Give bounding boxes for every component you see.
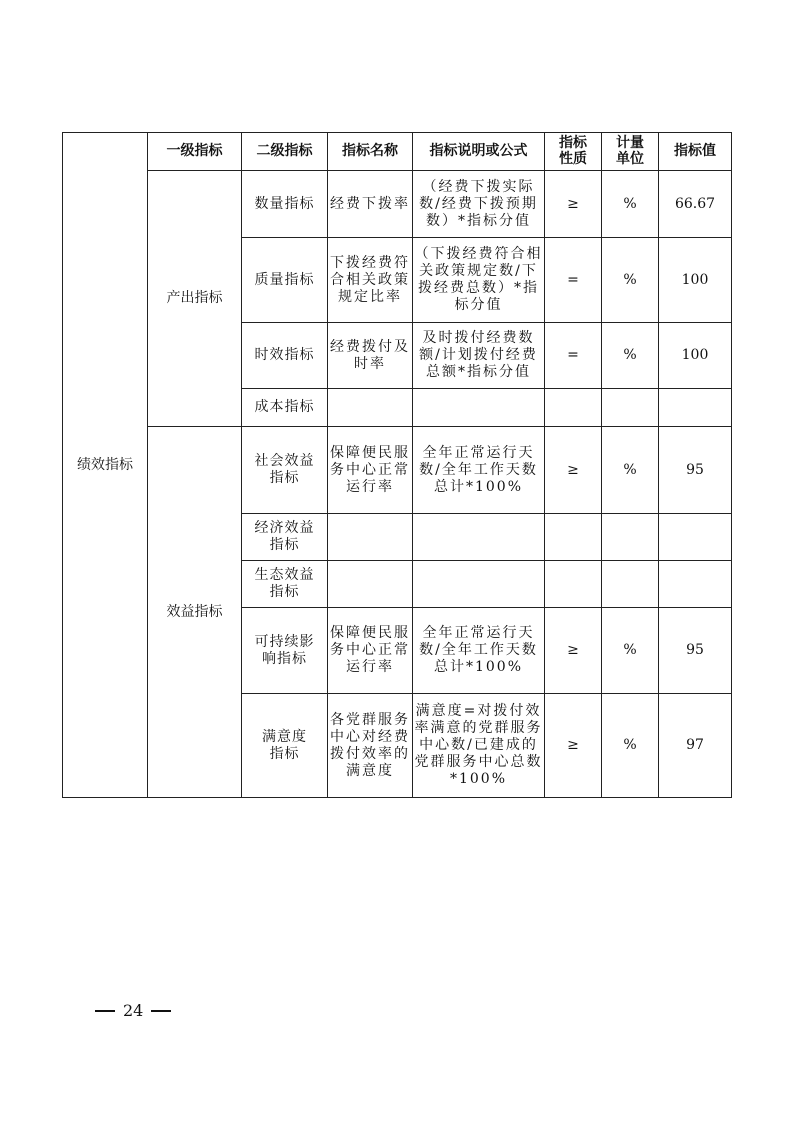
row-nature <box>545 514 602 561</box>
row-formula <box>413 561 545 608</box>
row-value <box>659 514 732 561</box>
row-level2: 成本指标 <box>242 389 328 427</box>
row-unit: % <box>602 171 659 238</box>
row-formula: 全年正常运行天数/全年工作天数总计*100% <box>413 427 545 514</box>
row-unit <box>602 389 659 427</box>
row-nature <box>545 389 602 427</box>
row-unit <box>602 514 659 561</box>
row-formula: 满意度=对拨付效率满意的党群服务中心数/已建成的党群服务中心总数*100% <box>413 694 545 798</box>
row-name <box>328 561 413 608</box>
group-output-label: 产出指标 <box>166 290 223 306</box>
header-name: 指标名称 <box>328 133 413 171</box>
header-formula: 指标说明或公式 <box>413 133 545 171</box>
row-name: 经费拨付及时率 <box>328 323 413 389</box>
row-unit: % <box>602 427 659 514</box>
footer-dash-left <box>95 1010 115 1012</box>
table-row <box>63 171 732 238</box>
row-nature: ≥ <box>545 694 602 798</box>
page-footer <box>95 1001 171 1020</box>
row-level2: 满意度指标 <box>242 694 328 798</box>
row-unit: % <box>602 694 659 798</box>
header-unit: 计量单位 <box>602 133 659 171</box>
row-name <box>328 514 413 561</box>
row-unit <box>602 561 659 608</box>
top-category-cell <box>63 133 148 798</box>
header-level2: 二级指标 <box>242 133 328 171</box>
row-formula: 及时拨付经费数额/计划拨付经费总额*指标分值 <box>413 323 545 389</box>
row-name: 各党群服务中心对经费拨付效率的满意度 <box>328 694 413 798</box>
row-nature: ≥ <box>545 427 602 514</box>
top-category-label: 绩效指标 <box>77 456 133 473</box>
row-nature: ≥ <box>545 171 602 238</box>
header-nature: 指标性质 <box>545 133 602 171</box>
row-value: 66.67 <box>659 171 732 238</box>
performance-indicator-table <box>62 132 732 798</box>
table-row <box>63 427 732 514</box>
row-level2: 时效指标 <box>242 323 328 389</box>
row-name: 下拨经费符合相关政策规定比率 <box>328 238 413 323</box>
row-level2: 数量指标 <box>242 171 328 238</box>
row-formula: （经费下拨实际数/经费下拨预期数）*指标分值 <box>413 171 545 238</box>
row-value <box>659 561 732 608</box>
table-header-row <box>63 133 732 171</box>
row-level2: 质量指标 <box>242 238 328 323</box>
row-value: 95 <box>659 608 732 694</box>
row-formula <box>413 389 545 427</box>
row-formula <box>413 514 545 561</box>
header-level1: 一级指标 <box>148 133 242 171</box>
row-name <box>328 389 413 427</box>
group-benefit-cell <box>148 427 242 798</box>
row-nature: ≥ <box>545 608 602 694</box>
row-formula: （下拨经费符合相关政策规定数/下拨经费总数）*指标分值 <box>413 238 545 323</box>
footer-dash-right <box>151 1010 171 1012</box>
row-unit: % <box>602 608 659 694</box>
row-value: 97 <box>659 694 732 798</box>
group-benefit-label: 效益指标 <box>166 603 223 620</box>
row-name: 保障便民服务中心正常运行率 <box>328 608 413 694</box>
row-nature <box>545 561 602 608</box>
row-unit: % <box>602 238 659 323</box>
row-level2: 社会效益指标 <box>242 427 328 514</box>
row-name: 保障便民服务中心正常运行率 <box>328 427 413 514</box>
row-value: 95 <box>659 427 732 514</box>
header-value: 指标值 <box>659 133 732 171</box>
row-unit: % <box>602 323 659 389</box>
row-value <box>659 389 732 427</box>
row-level2: 可持续影响指标 <box>242 608 328 694</box>
row-nature: = <box>545 323 602 389</box>
row-level2: 生态效益指标 <box>242 561 328 608</box>
page-number: 24 <box>123 1001 144 1020</box>
row-value: 100 <box>659 238 732 323</box>
row-name: 经费下拨率 <box>328 171 413 238</box>
row-formula: 全年正常运行天数/全年工作天数总计*100% <box>413 608 545 694</box>
group-output-cell <box>148 171 242 427</box>
row-level2: 经济效益指标 <box>242 514 328 561</box>
row-value: 100 <box>659 323 732 389</box>
row-nature: = <box>545 238 602 323</box>
